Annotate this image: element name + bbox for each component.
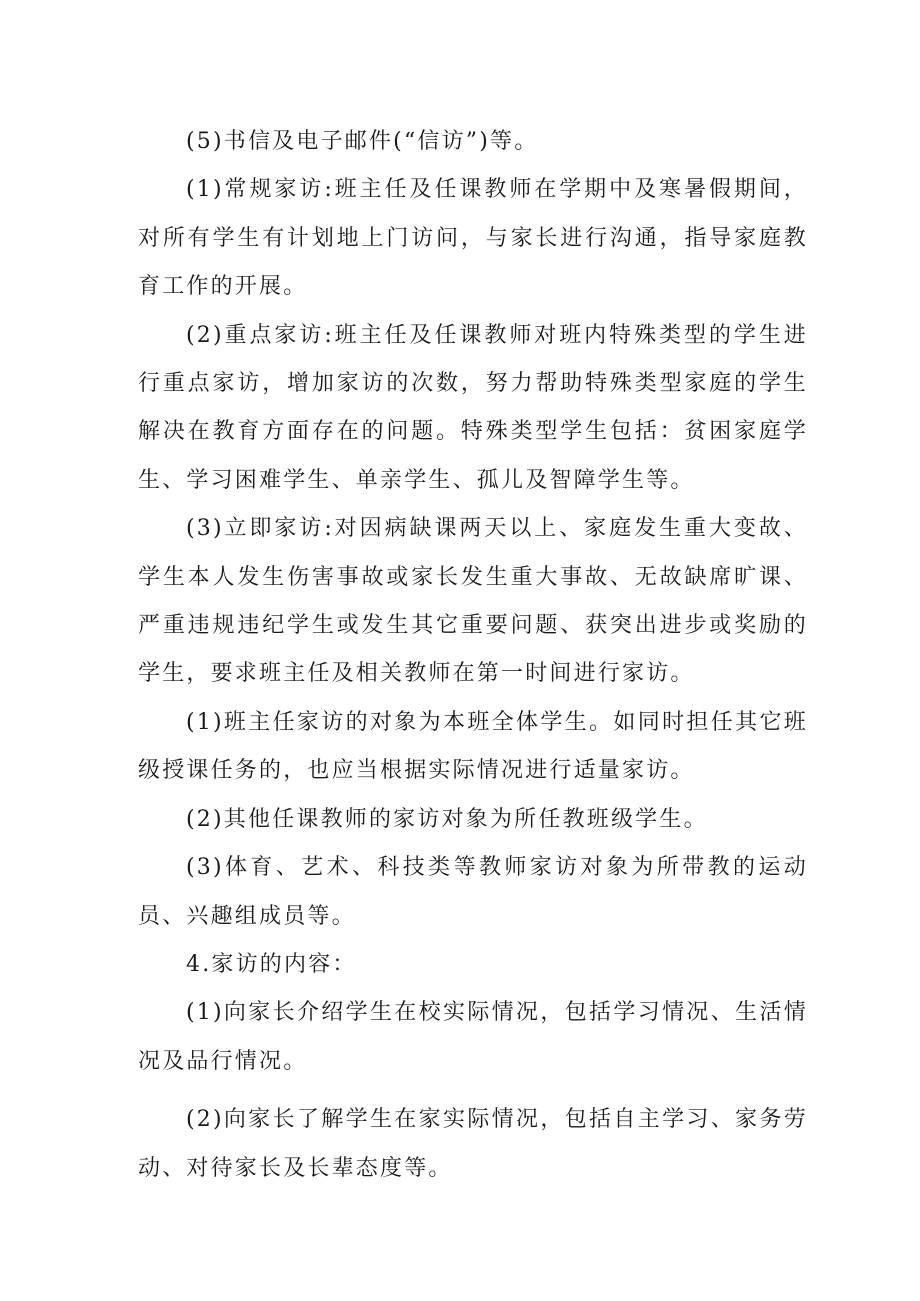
paragraph-introduce-to-parents: (1)向家长介绍学生在校实际情况，包括学习情况、生活情况及品行情况。 bbox=[138, 1000, 808, 1074]
paragraph-regular-visit: (1)常规家访:班主任及任课教师在学期中及寒暑假期间，对所有学生有计划地上门访问，与家长进行沟通，指导家庭教育工作的开展。 bbox=[138, 177, 808, 300]
paragraph-immediate-visit: (3)立即家访:对因病缺课两天以上、家庭发生重大变故、学生本人发生伤害事故或家长发生重大事故、无故缺席旷课、严重违规违纪学生或发生其它重要问题、获突出进步或奖励的学生，要求班主任及相关教师在第一时间进行家访。 bbox=[138, 516, 808, 687]
paragraph-other-teacher-targets: (2)其他任课教师的家访对象为所任教班级学生。 bbox=[186, 806, 708, 832]
paragraph-learn-from-parents: (2)向家长了解学生在家实际情况，包括自主学习、家务劳动、对待家长及长辈态度等。 bbox=[138, 1107, 808, 1181]
paragraph-key-visit: (2)重点家访:班主任及任课教师对班内特殊类型的学生进行重点家访，增加家访的次数，努力帮助特殊类型家庭的学生解决在教育方面存在的问题。特殊类型学生包括：贫困家庭学生、学习困难学生、单亲学生、孤儿及智障学生等。 bbox=[138, 322, 808, 493]
paragraph-head-teacher-targets: (1)班主任家访的对象为本班全体学生。如同时担任其它班级授课任务的，也应当根据实际情况进行适量家访。 bbox=[138, 709, 808, 784]
paragraph-visit-content-heading: 4.家访的内容： bbox=[186, 951, 357, 977]
document-body bbox=[138, 118, 808, 1193]
paragraph-specialty-teacher-targets: (3)体育、艺术、科技类等教师家访对象为所带教的运动员、兴趣组成员等。 bbox=[138, 855, 808, 929]
paragraph-letter-visit: (5)书信及电子邮件(“信访”)等。 bbox=[186, 129, 539, 154]
